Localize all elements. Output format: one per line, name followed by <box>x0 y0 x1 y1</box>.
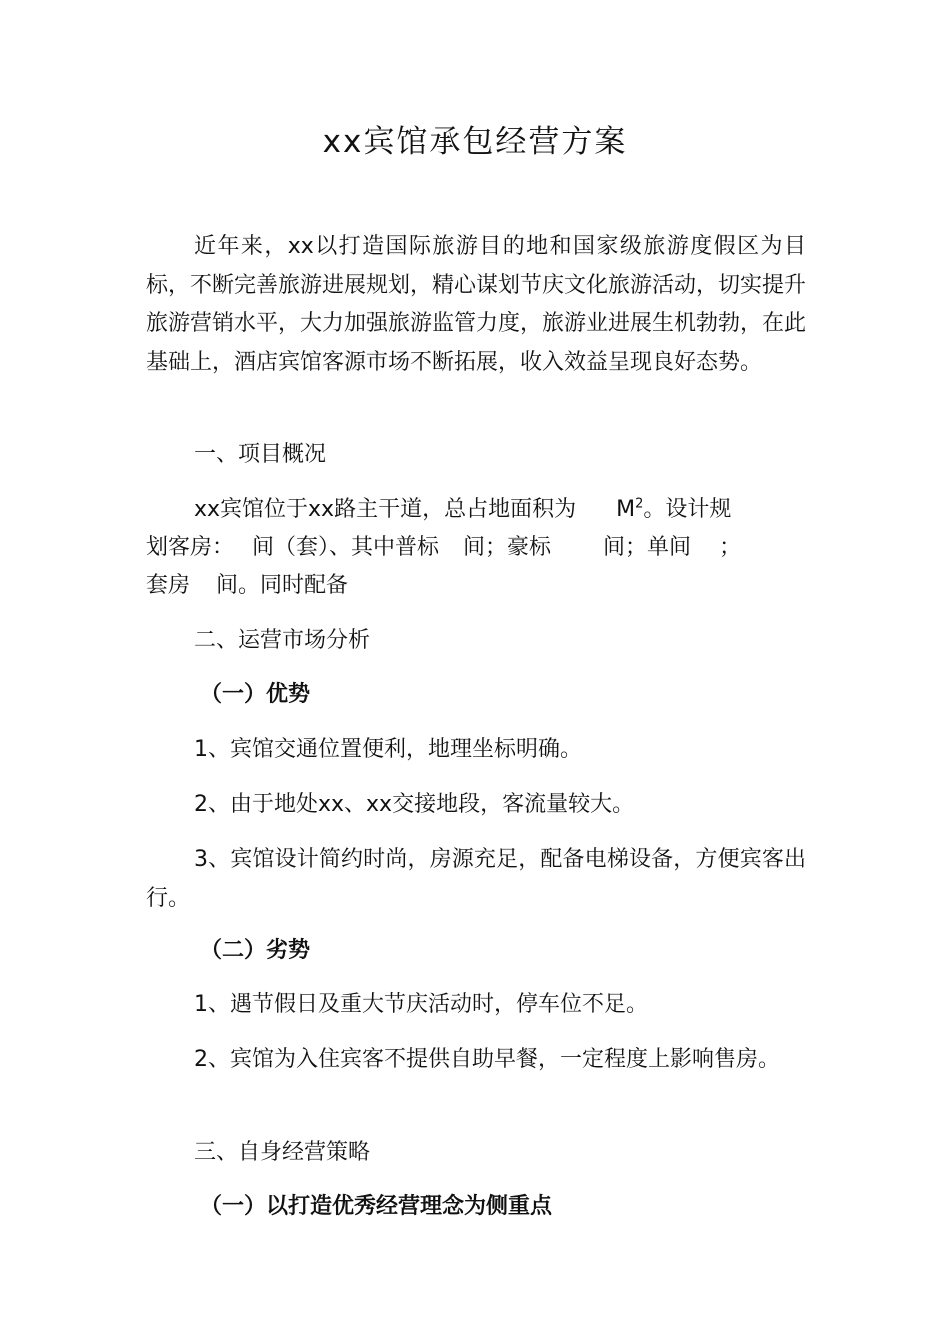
section-heading-market: 二、运营市场分析 <box>194 628 371 653</box>
area-unit-exponent: 2 <box>635 496 644 512</box>
overview-line-1 <box>194 491 731 529</box>
advantage-item-3: 3、宾馆设计简约时尚，房源充足，配备电梯设备，方便宾客出行。 <box>146 847 806 911</box>
subheading-management-concept: （一）以打造优秀经营理念为侧重点 <box>200 1194 553 1219</box>
area-unit: M <box>616 497 636 522</box>
overview-text-a: xx宾馆位于xx路主干道，总占地面积为 <box>194 497 577 522</box>
subheading-disadvantages: （二）劣势 <box>200 938 311 963</box>
subheading-advantages: （一）优势 <box>200 682 311 707</box>
intro-paragraph: 近年来，xx以打造国际旅游目的地和国家级旅游度假区为目标，不断完善旅游进展规划，精心谋划节庆文化旅游活动，切实提升旅游营销水平，大力加强旅游监管力度，旅游业进展生机勃勃，在此基础上，酒店宾馆客源市场不断拓展，收入效益呈现良好态势。 <box>146 234 807 375</box>
advantage-item-2: 2、由于地处xx、xx交接地段，客流量较大。 <box>194 792 635 817</box>
overview-line-2: 划客房： 间（套）、其中普标 间；豪标 间；单间 ； <box>146 535 742 560</box>
overview-text-b: 。设计规 <box>643 497 732 522</box>
disadvantage-item-2: 2、宾馆为入住宾客不提供自助早餐，一定程度上影响售房。 <box>194 1047 780 1072</box>
advantage-item-1: 1、宾馆交通位置便利，地理坐标明确。 <box>194 737 582 762</box>
document-title: xx宾馆承包经营方案 <box>322 124 628 160</box>
section-heading-strategy: 三、自身经营策略 <box>194 1140 371 1165</box>
overview-line-3: 套房 间。同时配备 <box>146 573 349 598</box>
disadvantage-item-1: 1、遇节假日及重大节庆活动时，停车位不足。 <box>194 992 648 1017</box>
section-heading-overview: 一、项目概况 <box>194 442 327 467</box>
